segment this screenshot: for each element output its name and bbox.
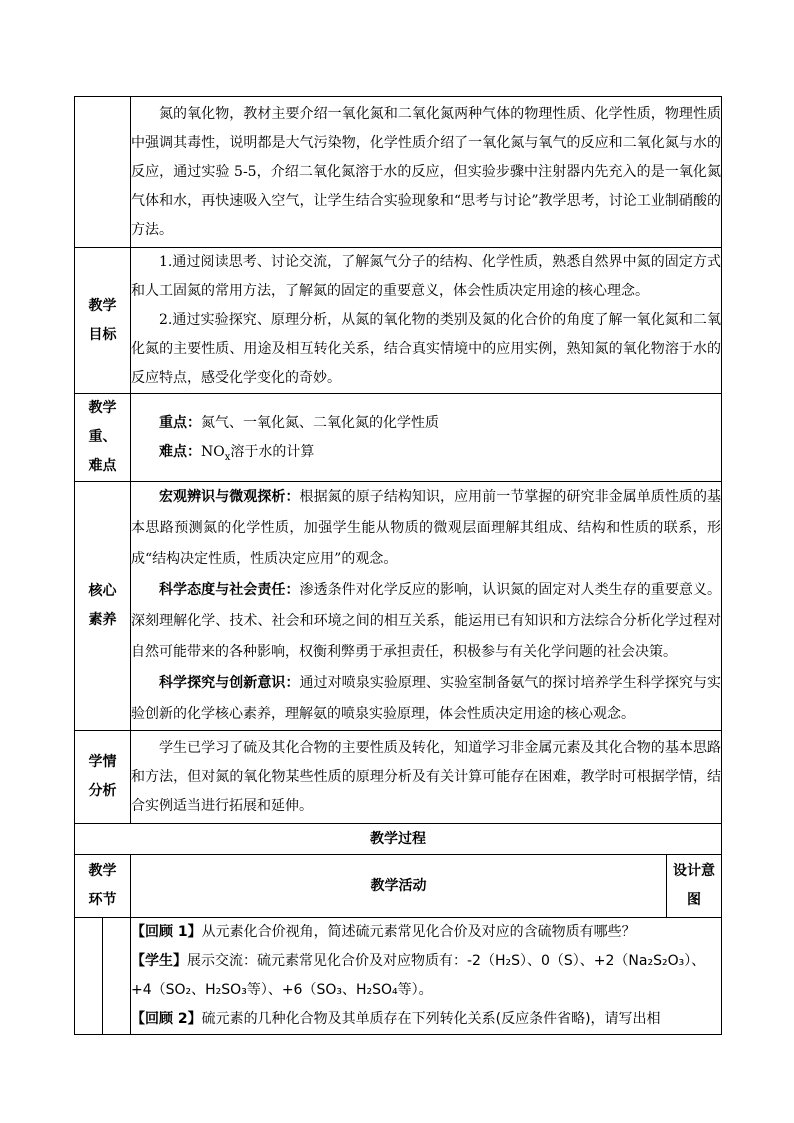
intent-header-cell xyxy=(667,855,722,918)
literacy-row xyxy=(75,482,722,731)
process-header: 教学过程 xyxy=(75,824,722,855)
goals-label-cell xyxy=(75,248,131,394)
key-points-label: 教学重、难点 xyxy=(88,400,117,474)
key-points-row xyxy=(75,394,722,482)
intent-header: 设计意图 xyxy=(673,863,715,908)
literacy-label: 核心素养 xyxy=(88,583,117,628)
column-header-row xyxy=(75,855,722,918)
difficulty-title: 难点： xyxy=(159,443,201,460)
analysis-label-cell xyxy=(75,731,131,824)
stage-header: 教学环节 xyxy=(88,863,117,908)
goals-paragraph-2: 2.通过实验探究、原理分析，从氮的氧化物的类别及氮的化合价的角度了解一氧化氮和二氧化氮的主要性质、用途及相互转化关系，结合真实情境中的应用实例，熟知氮的氧化物溶于水的反应特点，感受化学变化的奇妙。 xyxy=(131,312,721,386)
analysis-paragraph: 学生已学习了硫及其化合物的主要性质及转化，知道学习非金属元素及其化合物的基本思路和方法，但对氮的氧化物某些性质的原理分析及有关计算可能存在困难，教学时可根据学情，结合实例适当进行拓展和延伸。 xyxy=(131,739,721,814)
difficulty-text: 溶于水的计算 xyxy=(230,443,315,460)
literacy-title-3: 科学探究与创新意识： xyxy=(159,675,300,691)
literacy-title-2: 科学态度与社会责任： xyxy=(159,582,300,598)
activity-header: 教学活动 xyxy=(131,855,667,918)
analysis-content-cell xyxy=(131,731,722,824)
literacy-paragraph-3: 通过对喷泉实验原理、实验室制备氨气的探讨培养学生科学探究与实验创新的化学核心素养，理解氨的喷泉实验原理，体会性质决定用途的核心观念。 xyxy=(131,675,722,722)
difficulty-formula-subscript: x xyxy=(224,451,231,463)
literacy-paragraph-1: 根据氮的原子结构知识，应用前一节掌握的研究非金属单质性质的基本思路预测氮的化学性质，加强学生能从物质的微观层面理解其组成、结构和性质的联系，形成“结构决定性质，性质决定应用”的观念。 xyxy=(131,489,722,567)
lesson-plan-table xyxy=(74,96,722,1035)
goals-row xyxy=(75,248,722,394)
review-1-tag: 【回顾 1】 xyxy=(131,924,202,940)
stage-cell-outer xyxy=(75,918,103,1035)
intro-label-cell xyxy=(75,97,131,248)
analysis-label: 学情分析 xyxy=(88,754,117,799)
analysis-row xyxy=(75,731,722,824)
literacy-content-cell xyxy=(131,482,722,731)
review-2-tag: 【回顾 2】 xyxy=(131,1011,202,1027)
intro-content-cell xyxy=(131,97,722,248)
review-2-text: 硫元素的几种化合物及其单质存在下列转化关系(反应条件省略)，请写出相 xyxy=(201,1011,661,1027)
review-1-text: 从元素化合价视角，简述硫元素常见化合价及对应的含硫物质有哪些？ xyxy=(201,924,636,940)
student-text: 展示交流：硫元素常见化合价及对应物质有：-2（H₂S）、0（S）、+2（Na₂S₂O₃）、+4（SO₂、H₂SO₃等）、+6（SO₃、H₂SO₄等）。 xyxy=(131,953,706,998)
key-points-label-cell xyxy=(75,394,131,482)
review-row xyxy=(75,918,722,1035)
goals-label: 教学目标 xyxy=(88,297,117,343)
stage-cell-inner xyxy=(103,918,131,1035)
intro-paragraph: 氮的氧化物，教材主要介绍一氧化氮和二氧化氮两种气体的物理性质、化学性质，物理性质中强调其毒性，说明都是大气污染物，化学性质介绍了一氧化氮与氧气的反应和二氧化氮与水的反应，通过实验 5-5，介绍二氧化氮溶于水的反应，但实验步骤中注射器内先充入的是一氧化氮气体和水，再快速吸入空气，让学生结合实验现象和“思考与讨论”教学思考，讨论工业制硝酸的方法。 xyxy=(131,105,721,238)
literacy-title-1: 宏观辨识与微观探析： xyxy=(159,489,300,505)
literacy-paragraph-2: 渗透条件对化学反应的影响，认识氮的固定对人类生存的重要意义。深刻理解化学、技术、社会和环境之间的相互关系，能运用已有知识和方法综合分析化学过程对自然可能带来的各种影响，权衡利弊勇于承担责任，积极参与有关化学问题的社会决策。 xyxy=(131,582,722,660)
key-point-text: 氮气、一氧化氮、二氧化氮的化学性质 xyxy=(201,414,439,431)
intro-row xyxy=(75,97,722,248)
student-tag: 【学生】 xyxy=(131,953,187,969)
literacy-label-cell xyxy=(75,482,131,731)
process-header-row xyxy=(75,824,722,855)
goals-content-cell xyxy=(131,248,722,394)
review-content-cell xyxy=(131,918,722,1035)
stage-header-cell xyxy=(75,855,131,918)
key-point-title: 重点： xyxy=(159,414,201,431)
difficulty-formula: NO xyxy=(201,443,225,460)
key-points-content-cell xyxy=(131,394,722,482)
goals-paragraph-1: 1.通过阅读思考、讨论交流，了解氮气分子的结构、化学性质，熟悉自然界中氮的固定方式和人工固氮的常用方法，了解氮的固定的重要意义，体会性质决定用途的核心理念。 xyxy=(131,254,721,299)
